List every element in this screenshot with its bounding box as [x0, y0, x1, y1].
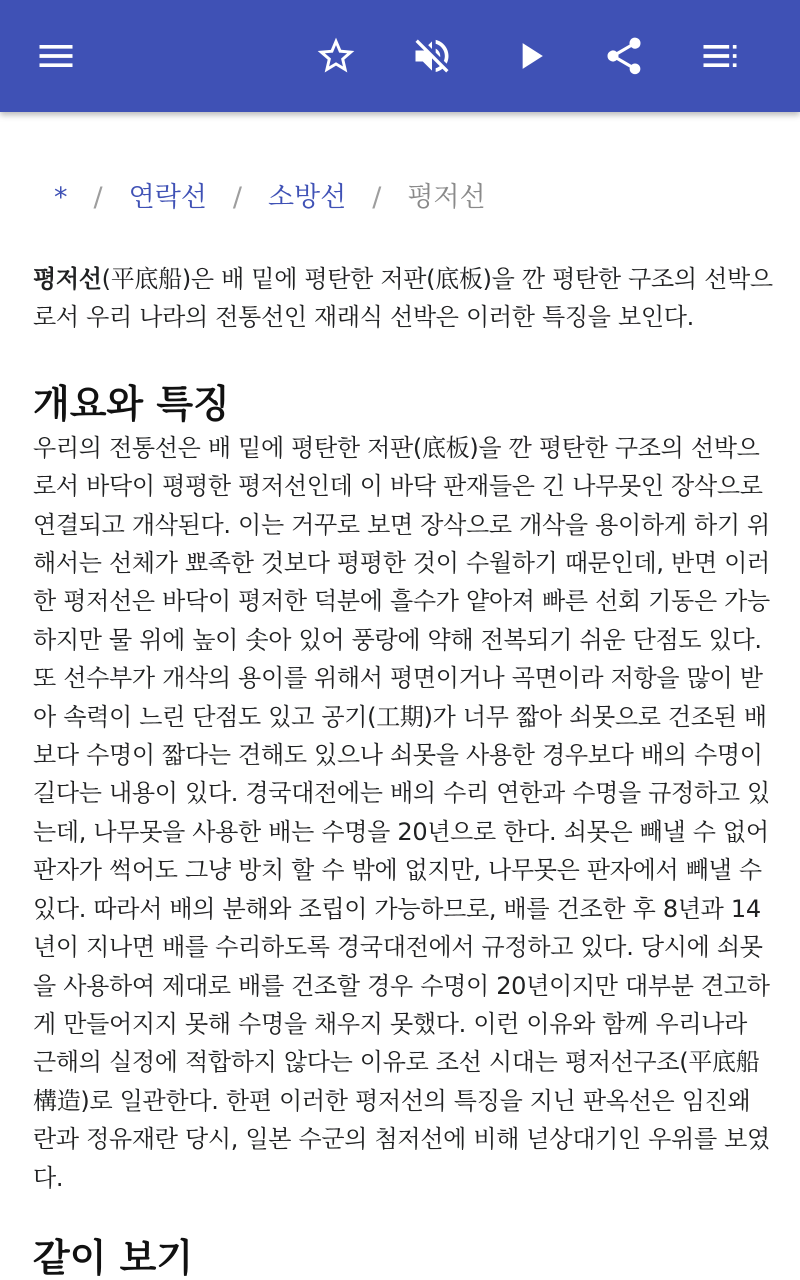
intro-term: 평저선	[33, 265, 102, 293]
breadcrumb	[54, 178, 486, 218]
breadcrumb-link-ferry[interactable]: 연락선	[128, 182, 207, 213]
article-content	[0, 112, 800, 1280]
playlist-icon[interactable]	[692, 28, 748, 84]
section-heading-overview: 개요와 특징	[33, 381, 230, 426]
intro-text: (平底船)은 배 밑에 평탄한 저판(底板)을 깐 평탄한 구조의 선박으로서 우리 나라의 전통선인 재래식 선박은 이러한 특징을 보인다.	[33, 265, 773, 332]
breadcrumb-separator: /	[372, 182, 382, 213]
section-paragraph-overview: 우리의 전통선은 배 밑에 평탄한 저판(底板)을 깐 평탄한 구조의 선박으로서 바닥이 평평한 평저선인데 이 바닥 판재들은 긴 나무못인 장삭으로 연결되고 개삭된다. 이는 거꾸로 보면 장삭으로 개삭을 용이하게 하기 위해서는 선체가 뾰족한 것보다 평평한 것이 수월하기 때문인데, 반면 이러한 평저선은 바닥이 평저한 덕분에 흘수가 얕아져 빠른 선회 기동은 가능하지만 물 위에 높이 솟아 있어 풍랑에 약해 전복되기 쉬운 단점도 있다. 또 선수부가 개삭의 용이를 위해서 평면이거나 곡면이라 저항을 많이 받아 속력이 느린 단점도 있고 공기(工期)가 너무 짧아 쇠못으로 건조된 배보다 수명이 짧다는 견해도 있으나 쇠못을 사용한 경우보다 배의 수명이 길다는 내용이 있다. 경국대전에는 배의 수리 연한과 수명을 규정하고 있는데, 나무못을 사용한 배는 수명을 20년으로 한다. 쇠못은 빼낼 수 없어 판자가 썩어도 그냥 방치 할 수 밖에 없지만, 나무못은 판자에서 빼낼 수 있다. 따라서 배의 분해와 조립이 가능하므로, 배를 건조한 후 8년과 14년이 지나면 배를 수리하도록 경국대전에서 규정하고 있다. 당시에 쇠못을 사용하여 제대로 배를 건조할 경우 수명이 20년이지만 대부분 견고하게 만들어지지 못해 수명을 채우지 못했다. 이런 이유와 함께 우리나라 근해의 실정에 적합하지 않다는 이유로 조선 시대는 평저선구조(平底船構造)로 일관한다. 한편 이러한 평저선의 특징을 지닌 판옥선은 임진왜란과 정유재란 당시, 일본 수군의 첨저선에 비해 넏상대기인 우위를 보였다.	[33, 433, 770, 1192]
app-toolbar	[0, 0, 800, 112]
section-heading-see-also: 같이 보기	[33, 1235, 194, 1280]
breadcrumb-link-fireboat[interactable]: 소방선	[267, 182, 347, 213]
share-icon[interactable]	[596, 28, 652, 84]
play-icon[interactable]	[502, 28, 558, 84]
star-outline-icon[interactable]	[308, 28, 364, 84]
breadcrumb-link-root[interactable]: *	[54, 182, 68, 213]
intro-paragraph	[33, 260, 773, 337]
hamburger-menu-icon[interactable]	[28, 28, 84, 84]
breadcrumb-current: 평저선	[407, 182, 486, 213]
breadcrumb-separator: /	[93, 182, 103, 213]
breadcrumb-separator: /	[232, 182, 242, 213]
volume-off-icon[interactable]	[404, 28, 460, 84]
article-body	[33, 260, 773, 1280]
